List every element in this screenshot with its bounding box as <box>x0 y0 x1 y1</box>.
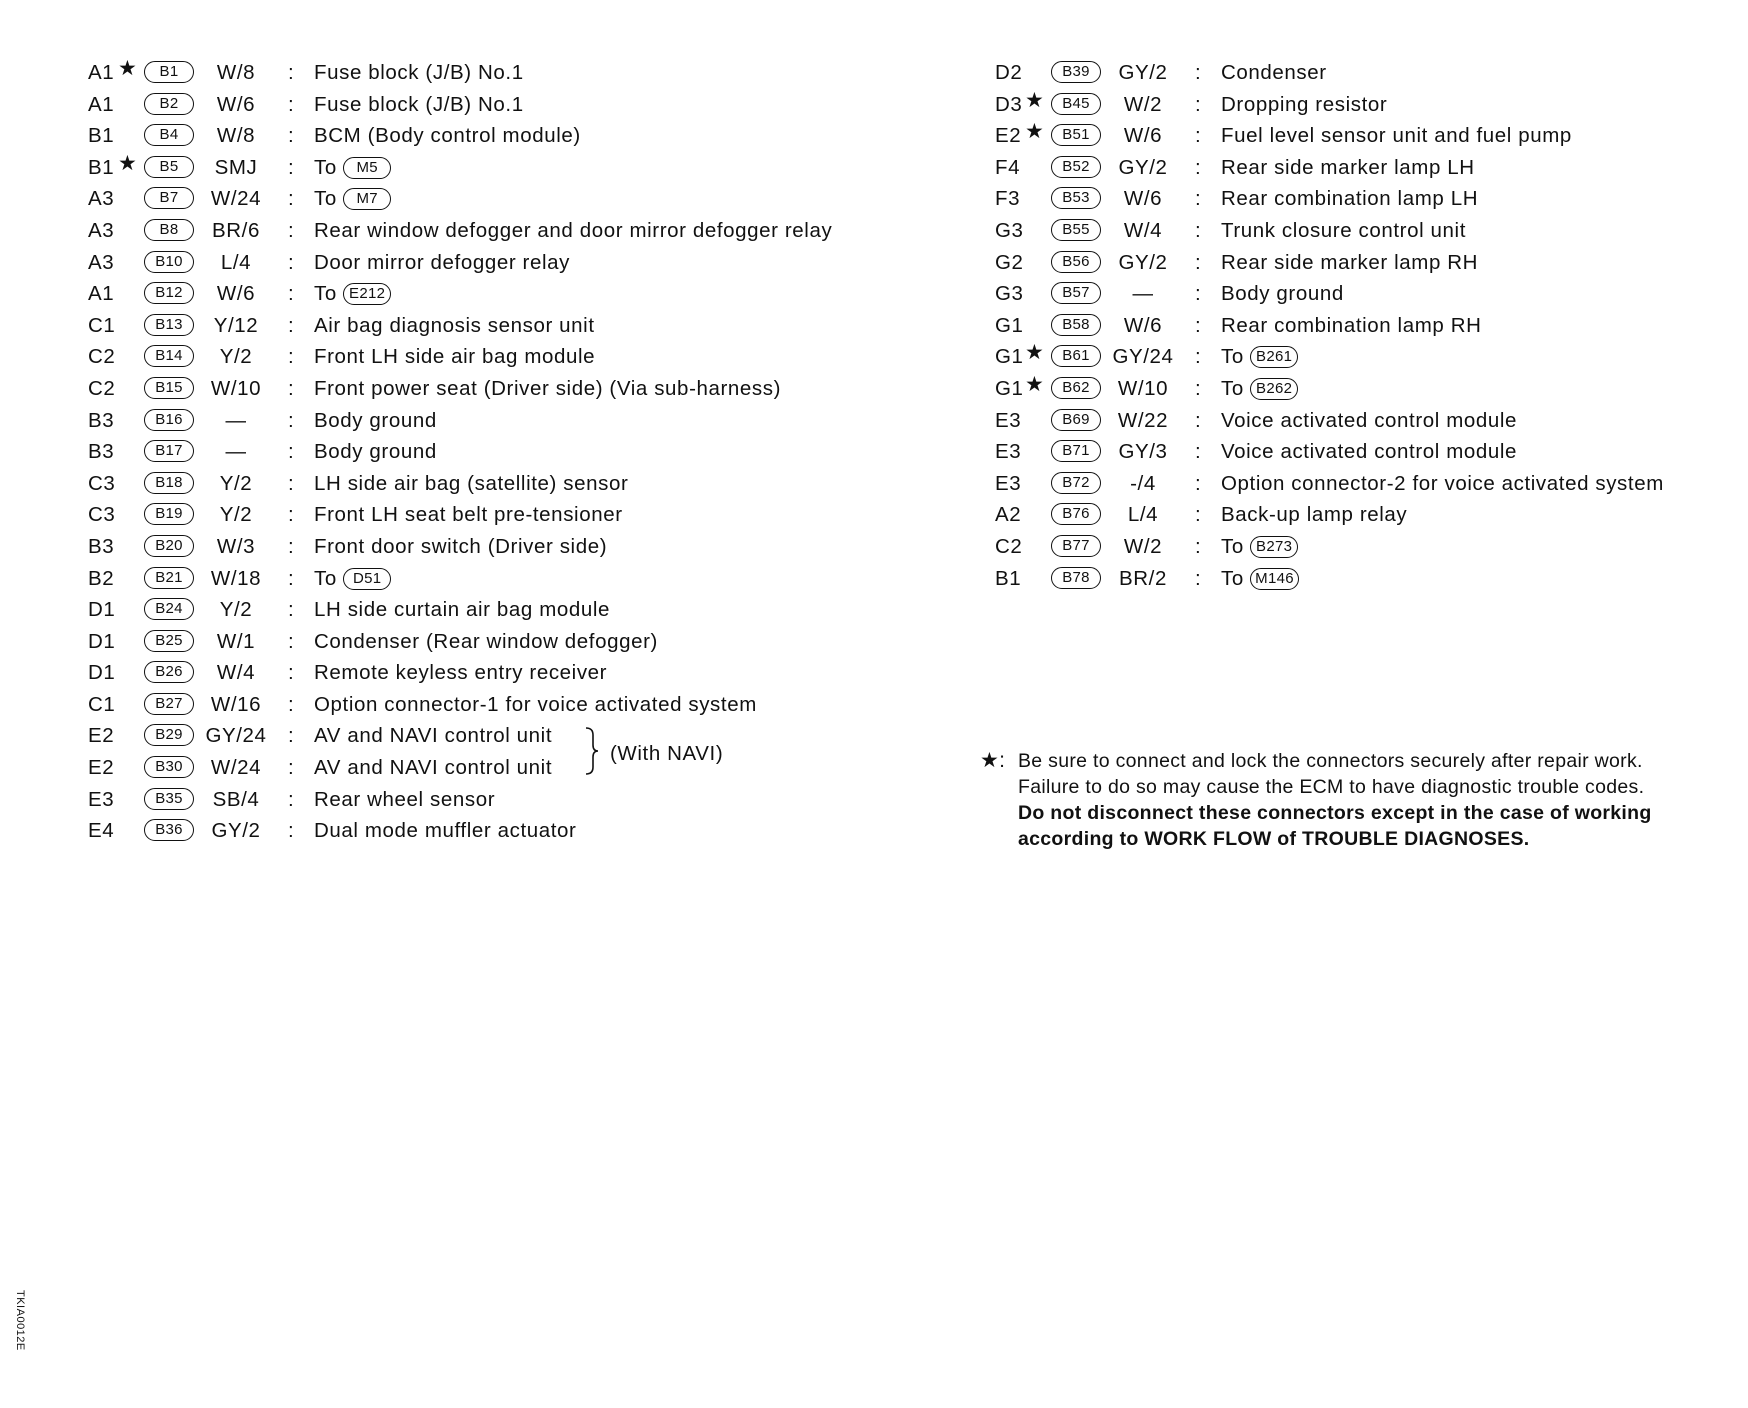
grid-ref: B2 <box>88 566 115 590</box>
wire-spec: L/4 <box>1127 503 1159 527</box>
connector-id: B69 <box>1051 409 1101 431</box>
description-text: AV and NAVI control unit <box>314 756 553 780</box>
connector-id: B25 <box>144 630 194 652</box>
wire-spec: Y/2 <box>219 598 253 622</box>
connector-description <box>314 252 570 274</box>
connector-id: B26 <box>144 661 194 683</box>
wire-spec: W/3 <box>216 534 256 558</box>
description-text: Rear wheel sensor <box>314 787 496 811</box>
separator: : <box>1195 345 1202 369</box>
target-connector-id: B273 <box>1250 536 1298 558</box>
wire-spec: GY/3 <box>1118 440 1168 464</box>
wire-spec: GY/2 <box>1118 61 1168 84</box>
separator: : <box>288 218 295 242</box>
connector-id: B52 <box>1051 156 1101 178</box>
wire-spec: SB/4 <box>212 787 260 811</box>
grid-ref: D1 <box>88 598 116 622</box>
grid-ref: F4 <box>995 155 1021 179</box>
connector-description <box>1221 410 1517 432</box>
wire-spec: W/22 <box>1117 408 1169 432</box>
connector-id: B7 <box>144 187 194 209</box>
wire-spec: W/24 <box>210 756 262 780</box>
connector-id: B18 <box>144 472 194 494</box>
separator: : <box>288 313 295 337</box>
grid-ref: C3 <box>88 503 116 527</box>
connector-description <box>314 789 495 811</box>
description-text: To <box>1221 345 1244 369</box>
description-text: Condenser (Rear window defogger) <box>314 629 658 653</box>
description-text: Fuse block (J/B) No.1 <box>314 92 524 116</box>
description-text: Fuel level sensor unit and fuel pump <box>1221 124 1572 148</box>
connector-id: B78 <box>1051 567 1101 589</box>
description-text: To <box>314 566 337 590</box>
grid-ref: G1 <box>995 376 1024 400</box>
wire-spec: W/10 <box>210 376 262 400</box>
grid-ref: E3 <box>88 787 115 811</box>
description-text: Rear combination lamp LH <box>1221 187 1479 211</box>
description-text: Rear window defogger and door mirror defogger relay <box>314 218 833 242</box>
separator: : <box>1195 376 1202 400</box>
wire-spec: W/24 <box>210 187 262 211</box>
connector-id: B5 <box>144 156 194 178</box>
connector-id: B55 <box>1051 219 1101 241</box>
connector-id: B45 <box>1051 93 1101 115</box>
connector-description <box>314 504 623 526</box>
description-text: LH side air bag (satellite) sensor <box>314 471 629 495</box>
grid-ref: C1 <box>88 313 116 337</box>
star-icon: ★ <box>1025 372 1045 396</box>
description-text: Body ground <box>314 440 437 464</box>
connector-description <box>1221 315 1482 337</box>
wire-spec: W/8 <box>216 61 256 84</box>
description-text: Voice activated control module <box>1221 408 1518 432</box>
grid-ref: D2 <box>995 61 1023 84</box>
description-text: Body ground <box>314 408 437 432</box>
connector-id: B24 <box>144 598 194 620</box>
connector-description <box>314 820 576 842</box>
grid-ref: A1 <box>88 92 115 116</box>
description-text: To <box>314 282 337 306</box>
connector-id: B30 <box>144 756 194 778</box>
connector-description <box>314 315 595 337</box>
connector-id: B15 <box>144 377 194 399</box>
separator: : <box>1195 408 1202 432</box>
separator: : <box>1195 250 1202 274</box>
connector-id: B20 <box>144 535 194 557</box>
connector-description <box>314 694 757 716</box>
grid-ref: A3 <box>88 218 115 242</box>
wire-spec: W/16 <box>210 692 262 716</box>
connector-id: B27 <box>144 693 194 715</box>
star-icon: ★ <box>1025 120 1045 144</box>
grid-ref: B3 <box>88 440 115 464</box>
description-text: Front door switch (Driver side) <box>314 534 608 558</box>
connector-description <box>314 441 437 463</box>
connector-description <box>1221 346 1298 368</box>
star-icon: ★ <box>1025 341 1045 365</box>
star-icon: ★: <box>980 749 1006 772</box>
wire-spec: W/2 <box>1123 92 1163 116</box>
separator: : <box>1195 503 1202 527</box>
description-text: Body ground <box>1221 282 1344 306</box>
grid-ref: E2 <box>88 724 115 748</box>
description-text: Rear combination lamp RH <box>1221 313 1482 337</box>
grid-ref: E4 <box>88 819 115 843</box>
connector-description <box>314 94 524 116</box>
grid-ref: A1 <box>88 61 115 84</box>
connector-id: B17 <box>144 440 194 462</box>
separator: : <box>1195 187 1202 211</box>
connector-id: B12 <box>144 282 194 304</box>
grid-ref: E3 <box>995 440 1022 464</box>
grid-ref: B3 <box>88 408 115 432</box>
navi-note: (With NAVI) <box>610 742 724 765</box>
connector-id: B56 <box>1051 251 1101 273</box>
connector-description <box>1221 157 1475 179</box>
connector-description <box>1221 441 1517 463</box>
connector-description <box>1221 568 1299 590</box>
note-line-4: according to WORK FLOW of TROUBLE DIAGNOSES. <box>1018 828 1530 850</box>
description-text: Back-up lamp relay <box>1221 503 1408 527</box>
connector-description <box>314 725 552 747</box>
target-connector-id: E212 <box>343 283 391 305</box>
figure-id: TKIA0012E <box>14 1290 26 1351</box>
separator: : <box>288 250 295 274</box>
connector-description <box>314 410 437 432</box>
wire-spec: GY/2 <box>1118 250 1168 274</box>
connector-description <box>314 631 658 653</box>
wire-spec: Y/2 <box>219 345 253 369</box>
connector-id: B8 <box>144 219 194 241</box>
separator: : <box>288 692 295 716</box>
wire-spec: W/4 <box>216 661 256 685</box>
connector-id: B14 <box>144 345 194 367</box>
target-connector-id: D51 <box>343 568 391 590</box>
description-text: Rear side marker lamp RH <box>1221 250 1479 274</box>
connector-description <box>314 62 524 84</box>
wire-spec: — <box>225 440 247 464</box>
connector-id: B76 <box>1051 503 1101 525</box>
connector-id: B58 <box>1051 314 1101 336</box>
separator: : <box>1195 61 1202 84</box>
connector-id: B57 <box>1051 282 1101 304</box>
wire-spec: GY/24 <box>1112 345 1174 369</box>
separator: : <box>1195 440 1202 464</box>
wire-spec: W/2 <box>1123 534 1163 558</box>
wire-spec: L/4 <box>220 250 252 274</box>
separator: : <box>1195 534 1202 558</box>
grid-ref: D1 <box>88 629 116 653</box>
separator: : <box>288 155 295 179</box>
connector-id: B4 <box>144 124 194 146</box>
separator: : <box>288 534 295 558</box>
grid-ref: F3 <box>995 187 1021 211</box>
description-text: Trunk closure control unit <box>1221 218 1466 242</box>
star-icon: ★ <box>118 57 138 80</box>
grid-ref: C2 <box>88 345 116 369</box>
connector-id: B36 <box>144 819 194 841</box>
description-text: Air bag diagnosis sensor unit <box>314 313 595 337</box>
separator: : <box>1195 218 1202 242</box>
wire-spec: Y/2 <box>219 503 253 527</box>
connector-id: B39 <box>1051 61 1101 83</box>
grid-ref: D3 <box>995 92 1023 116</box>
wire-spec: -/4 <box>1130 471 1156 495</box>
grid-ref: A3 <box>88 250 115 274</box>
separator: : <box>1195 282 1202 306</box>
note-line-3: Do not disconnect these connectors except in the case of working <box>1018 802 1652 824</box>
grid-ref: E2 <box>995 124 1022 148</box>
separator: : <box>288 471 295 495</box>
target-connector-id: M146 <box>1250 568 1299 590</box>
connector-id: B19 <box>144 503 194 525</box>
description-text: Condenser <box>1221 61 1327 84</box>
grid-ref: B3 <box>88 534 115 558</box>
separator: : <box>288 376 295 400</box>
wire-spec: BR/6 <box>212 218 260 242</box>
grid-ref: B1 <box>88 124 115 148</box>
connector-id: B35 <box>144 788 194 810</box>
separator: : <box>1195 566 1202 590</box>
connector-description <box>1221 62 1327 84</box>
connector-description <box>314 283 391 305</box>
wire-spec: Y/12 <box>213 313 259 337</box>
connector-description <box>314 599 610 621</box>
wire-spec: GY/24 <box>205 724 267 748</box>
description-text: To <box>314 187 337 211</box>
separator: : <box>1195 124 1202 148</box>
connector-description <box>314 157 391 179</box>
connector-description <box>314 378 781 400</box>
connector-description <box>314 346 595 368</box>
grid-ref: C2 <box>88 376 116 400</box>
separator: : <box>288 756 295 780</box>
description-text: Voice activated control module <box>1221 440 1518 464</box>
connector-description <box>1221 536 1298 558</box>
connector-id: B13 <box>144 314 194 336</box>
wire-spec: W/6 <box>1123 124 1163 148</box>
description-text: AV and NAVI control unit <box>314 724 553 748</box>
connector-description <box>1221 220 1466 242</box>
wire-spec: W/4 <box>1123 218 1163 242</box>
connector-description <box>314 536 607 558</box>
target-connector-id: M5 <box>343 157 391 179</box>
connector-id: B72 <box>1051 472 1101 494</box>
description-text: Dual mode muffler actuator <box>314 819 577 843</box>
wire-spec: GY/2 <box>1118 155 1168 179</box>
star-icon: ★ <box>1025 88 1045 112</box>
connector-description <box>1221 125 1572 147</box>
grid-ref: E2 <box>88 756 115 780</box>
grid-ref: A3 <box>88 187 115 211</box>
connector-id: B1 <box>144 61 194 83</box>
separator: : <box>288 819 295 843</box>
description-text: Option connector-1 for voice activated system <box>314 692 757 716</box>
grid-ref: C1 <box>88 692 116 716</box>
grid-ref: C3 <box>88 471 116 495</box>
separator: : <box>288 124 295 148</box>
separator: : <box>288 92 295 116</box>
wire-spec: GY/2 <box>211 819 261 843</box>
wire-spec: W/6 <box>216 92 256 116</box>
connector-description <box>314 188 391 210</box>
connector-description <box>314 568 391 590</box>
wire-spec: — <box>1132 282 1154 306</box>
grid-ref: B1 <box>995 566 1022 590</box>
description-text: Remote keyless entry receiver <box>314 661 608 685</box>
connector-description <box>1221 252 1478 274</box>
connector-description <box>314 757 552 779</box>
connector-description <box>314 662 607 684</box>
separator: : <box>288 503 295 527</box>
connector-id: B53 <box>1051 187 1101 209</box>
connector-description <box>1221 504 1407 526</box>
wire-spec: Y/2 <box>219 471 253 495</box>
wire-spec: W/8 <box>216 124 256 148</box>
description-text: Door mirror defogger relay <box>314 250 570 274</box>
separator: : <box>288 629 295 653</box>
description-text: To <box>1221 534 1244 558</box>
connector-id: B29 <box>144 724 194 746</box>
wire-spec: SMJ <box>214 155 258 179</box>
connector-description <box>314 473 628 495</box>
grid-ref: A1 <box>88 282 115 306</box>
separator: : <box>1195 155 1202 179</box>
description-text: Dropping resistor <box>1221 92 1388 116</box>
separator: : <box>288 598 295 622</box>
grid-ref: G1 <box>995 345 1024 369</box>
grid-ref: B1 <box>88 155 115 179</box>
star-icon: ★ <box>118 151 138 175</box>
separator: : <box>1195 92 1202 116</box>
separator: : <box>288 345 295 369</box>
navi-brace-icon <box>585 727 599 775</box>
grid-ref: D1 <box>88 661 116 685</box>
separator: : <box>1195 313 1202 337</box>
note-line-2: Failure to do so may cause the ECM to have diagnostic trouble codes. <box>1018 776 1645 798</box>
wire-spec: W/6 <box>1123 313 1163 337</box>
description-text: Rear side marker lamp LH <box>1221 155 1475 179</box>
description-text: To <box>1221 566 1244 590</box>
target-connector-id: B261 <box>1250 346 1298 368</box>
wire-spec: W/10 <box>1117 376 1169 400</box>
connector-id: B62 <box>1051 377 1101 399</box>
target-connector-id: M7 <box>343 188 391 210</box>
connector-id: B51 <box>1051 124 1101 146</box>
grid-ref: C2 <box>995 534 1023 558</box>
grid-ref: E3 <box>995 471 1022 495</box>
note-line-1: Be sure to connect and lock the connectors securely after repair work. <box>1018 750 1643 772</box>
connector-description <box>1221 94 1387 116</box>
connector-description <box>1221 188 1478 210</box>
description-text: BCM (Body control module) <box>314 124 581 148</box>
separator: : <box>288 282 295 306</box>
wire-spec: W/6 <box>216 282 256 306</box>
wire-spec: W/1 <box>216 629 256 653</box>
separator: : <box>288 566 295 590</box>
caution-note <box>980 748 1740 852</box>
separator: : <box>288 187 295 211</box>
connector-description <box>1221 378 1298 400</box>
grid-ref: A2 <box>995 503 1022 527</box>
description-text: Fuse block (J/B) No.1 <box>314 61 524 84</box>
connector-id: B21 <box>144 567 194 589</box>
description-text: Front LH seat belt pre-tensioner <box>314 503 623 527</box>
separator: : <box>1195 471 1202 495</box>
description-text: LH side curtain air bag module <box>314 598 611 622</box>
wire-spec: W/6 <box>1123 187 1163 211</box>
separator: : <box>288 661 295 685</box>
grid-ref: G1 <box>995 313 1024 337</box>
separator: : <box>288 61 295 84</box>
description-text: Option connector-2 for voice activated system <box>1221 471 1664 495</box>
grid-ref: G3 <box>995 282 1024 306</box>
separator: : <box>288 724 295 748</box>
wire-spec: W/18 <box>210 566 262 590</box>
connector-id: B71 <box>1051 440 1101 462</box>
description-text: Front power seat (Driver side) (Via sub-harness) <box>314 376 782 400</box>
connector-id: B10 <box>144 251 194 273</box>
description-text: To <box>314 155 337 179</box>
wire-spec: BR/2 <box>1119 566 1167 590</box>
grid-ref: E3 <box>995 408 1022 432</box>
grid-ref: G2 <box>995 250 1024 274</box>
connector-id: B77 <box>1051 535 1101 557</box>
connector-id: B2 <box>144 93 194 115</box>
separator: : <box>288 408 295 432</box>
description-text: Front LH side air bag module <box>314 345 596 369</box>
connector-id: B61 <box>1051 345 1101 367</box>
connector-description <box>1221 473 1664 495</box>
separator: : <box>288 440 295 464</box>
connector-description <box>314 220 832 242</box>
connector-id: B16 <box>144 409 194 431</box>
wire-spec: — <box>225 408 247 432</box>
description-text: To <box>1221 376 1244 400</box>
connector-description <box>314 125 581 147</box>
separator: : <box>288 787 295 811</box>
grid-ref: G3 <box>995 218 1024 242</box>
target-connector-id: B262 <box>1250 378 1298 400</box>
connector-description <box>1221 283 1344 305</box>
